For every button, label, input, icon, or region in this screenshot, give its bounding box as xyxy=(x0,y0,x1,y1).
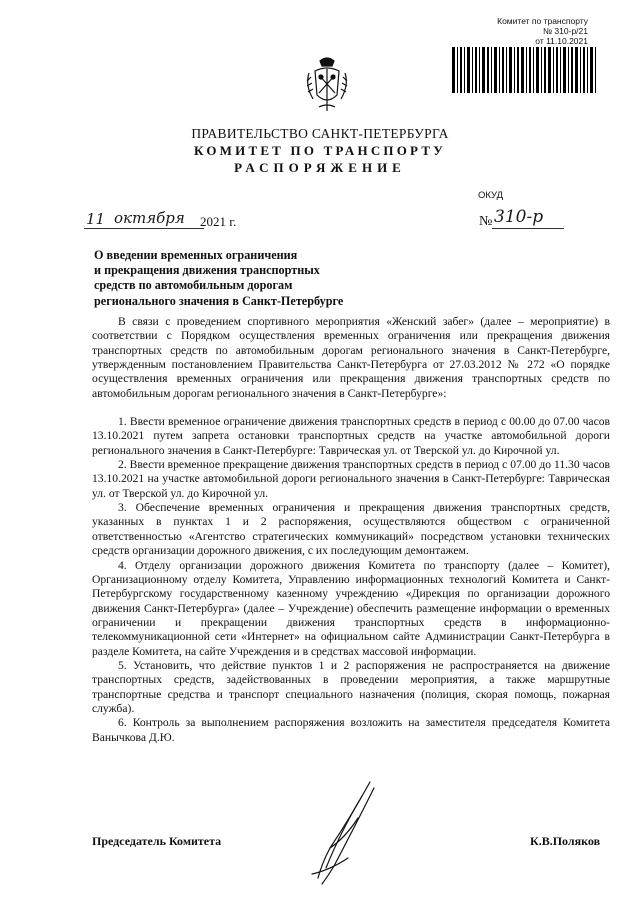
clause-paragraph: 5. Установить, что действие пунктов 1 и 2 распоряжения не распространяется на движение транспортных средств, задействованных в проведении мероприятия, а также маршрутные транспортные средства и транспорт специального назначения (полиция, скорая помощь, пожарная служба). xyxy=(92,658,610,715)
stamp-line-1: Комитет по транспорту xyxy=(497,16,588,26)
preamble-paragraph: В связи с проведением спортивного мероприятия «Женский забег» (далее – мероприятие) в соответствии с Порядком осуществления временных ограничения или прекращения движения транспортных средств по автомобильным дорогам регионального значения в Санкт-Петербурге, утвержденным постановлением Правительства Санкт-Петербурга от 27.03.2012 № 272 «О порядке осуществления временных ограничения или прекращения движения транспортных средств по автомобильным дорогам регионального значения в Санкт-Петербурге»: xyxy=(92,315,610,400)
document-type: РАСПОРЯЖЕНИЕ xyxy=(234,160,406,175)
barcode-icon xyxy=(452,47,596,93)
committee-name: КОМИТЕТ ПО ТРАНСПОРТУ xyxy=(194,143,446,158)
document-number: 310-р xyxy=(494,207,544,227)
government-name: ПРАВИТЕЛЬСТВО САНКТ-ПЕТЕРБУРГА xyxy=(191,126,449,141)
title-line: О введении временных ограничения xyxy=(94,248,298,262)
document-title xyxy=(94,248,394,309)
clause-paragraph: 2. Ввести временное прекращение движения транспортных средств в период с 07.00 до 11.30 часов 13.10.2021 на участке автомобильной дороги регионального значения в Санкт-Петербурге: Таврическая ул. от Тверской ул. до Кирочной ул. xyxy=(92,458,610,500)
clause-paragraph: 6. Контроль за выполнением распоряжения возложить на заместителя председателя Комитета Ванычкова Д.Ю. xyxy=(92,716,610,744)
stamp-line-2: № 310-р/21 xyxy=(542,26,588,36)
registration-stamp xyxy=(468,16,588,46)
title-line: регионального значения в Санкт-Петербурге xyxy=(94,293,344,308)
handwritten-signature xyxy=(300,778,390,888)
title-line: средств по автомобильным дорогам xyxy=(94,278,293,293)
signatory-name: К.В.Поляков xyxy=(530,834,601,848)
clause-paragraph: 3. Обеспечение временных ограничения и прекращения движения транспортных средств, указанных в пунктах 1 и 2 распоряжения, осуществляются обществом с ограниченной ответственностью «Агентство стратегических коммуникаций» посредством установки технических средств организации дорожного движения, с их последующим демонтажем. xyxy=(92,501,610,558)
date-year: 2021 г. xyxy=(200,214,237,229)
number-label: № xyxy=(479,214,493,229)
date-underline xyxy=(84,228,204,229)
stamp-line-3: от 11.10.2021 xyxy=(535,36,588,46)
clause-paragraph: 1. Ввести временное ограничение движения транспортных средств в период с 00.00 до 07.00 часов 13.10.2021 путем запрета остановки транспортных средств на участке автомобильной дороги регионального значения в Санкт-Петербурге: Таврическая ул. от Тверской ул. до Кирочной ул. xyxy=(92,415,610,457)
title-line: и прекращения движения транспортных xyxy=(94,263,320,278)
signatory-position: Председатель Комитета xyxy=(92,834,222,848)
coat-of-arms-icon xyxy=(303,55,351,113)
date-day: 11 xyxy=(86,210,106,228)
okud-label: ОКУД xyxy=(478,190,504,201)
date-month: октября xyxy=(114,209,185,227)
number-underline xyxy=(492,228,564,229)
clause-paragraph: 4. Отделу организации дорожного движения Комитета по транспорту (далее – Комитет), Организационному отделу Комитета, Управлению информационных технологий Комитета и Санкт-Петербургскому государственному казенному учреждению «Дирекция по организации дорожного движения Санкт-Петербурга» (далее – Учреждение) обеспечить размещение информации о временных ограничении и прекращении движения транспортных средств в информационно-телекоммуникационной сети «Интернет» на официальном сайте Администрации Санкт-Петербурга в разделе Комитета, на сайте Учреждения и в средствах массовой информации. xyxy=(92,558,610,658)
document-body xyxy=(92,315,610,745)
